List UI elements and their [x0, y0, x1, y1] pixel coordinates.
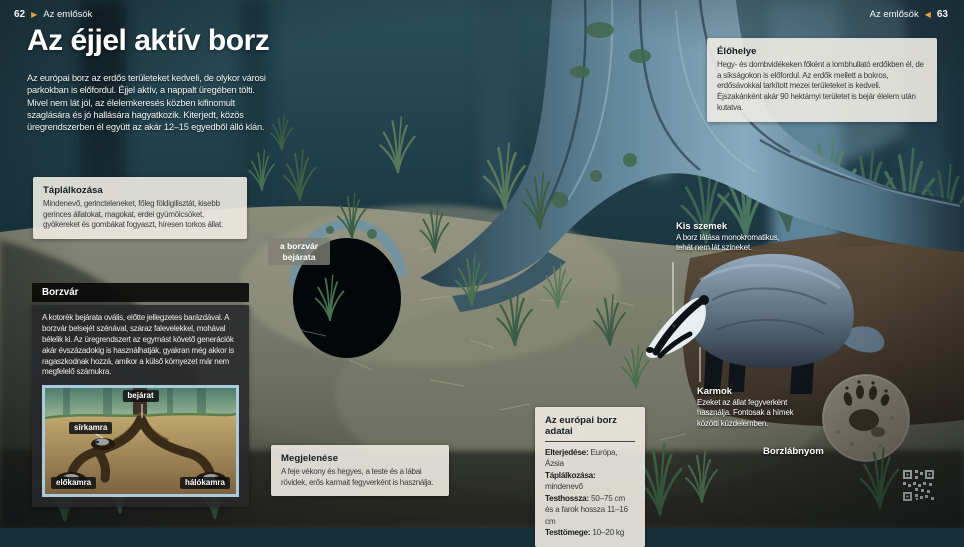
running-head-right	[870, 9, 948, 20]
fact-row-range: Elterjedése: Európa, Ázsia	[545, 448, 618, 469]
appearance-box	[271, 445, 449, 496]
feeding-text: Mindenevő, gerincteleneket, főleg földigilisztát, kisebb gerinces állatokat, magokat, erdei gyümölcsöket, gyökereket és gombákat fogyaszt, híresen torkos állat.	[43, 199, 223, 230]
fact-row-weight: Testtömege: 10–20 kg	[545, 528, 625, 538]
appearance-text: A feje vékony és hegyes, a teste és a lábai rövidek, erős karmait fegyverként is használja.	[281, 467, 434, 487]
divider	[545, 441, 635, 442]
fact-row-length: Testhossza: 50–75 cm és a farok hossza 11–16 cm	[545, 493, 628, 526]
diagram-label-sleepchamber: hálókamra	[180, 477, 230, 489]
eyes-callout-text: A borz látása monokromatikus, tehát nem lát színeket.	[676, 233, 780, 253]
claws-callout-title: Karmok	[697, 385, 732, 396]
arrow-right-icon: ▶	[31, 9, 38, 19]
diagram-label-frontchamber: előkamra	[51, 477, 96, 489]
eyes-callout-title: Kis szemek	[676, 220, 728, 231]
sett-text: A kotorék bejárata ovális, előtte jellegzetes barázdával. A borzvár belsejét szénával, száraz falevelekkel, mohával bélelik ki. Az üregrendszert az egymást követő generációk akár évszázadokig is használhatják, gyakran még akkor is ragaszkodnak hozzá, amikor a külső környezet már nem megfelelő számukra.	[42, 313, 234, 377]
facts-box	[535, 407, 645, 547]
section-label: Az emlősök	[43, 9, 93, 20]
running-head-left	[14, 9, 92, 20]
page-title: Az éjjel aktív borz	[27, 24, 270, 57]
feeding-box	[33, 177, 247, 239]
eyes-callout	[676, 220, 788, 254]
fact-row-diet: Táplálkozása: mindenevő	[545, 470, 596, 492]
pawprint-label: Borzlábnyom	[763, 446, 824, 457]
arrow-left-icon: ◀	[924, 9, 931, 19]
page-number-right: 63	[936, 9, 948, 20]
section-label: Az emlősök	[869, 9, 919, 20]
facts-title: Az európai borz adatai	[545, 415, 617, 437]
burrow-entrance-tag: a borzvár bejárata	[268, 238, 330, 265]
claws-callout-text: Ezeket az állat fegyverként használja. Fontosak a hímek közötti küzdelemben.	[697, 398, 794, 428]
diagram-label-gravechamber: sírkamra	[69, 422, 112, 434]
habitat-text: Hegy- és dombvidékeken főként a lombhullató erdőkben él, de a síkságokon is előfordul. Az erdők mellett a bokros, erdősávokkal tarkított mezei területeket is kedveli. Éjszakánként akár 90 hektárnyi területet is bejár élelem után kutatva.	[717, 60, 924, 112]
sett-title: Borzvár	[32, 283, 249, 302]
diagram-label-entrance: bejárat	[122, 390, 158, 402]
sett-box	[32, 283, 249, 507]
sett-diagram	[42, 385, 239, 497]
appearance-title: Megjelenése	[281, 453, 339, 464]
habitat-box	[707, 38, 937, 122]
feeding-title: Táplálkozása	[43, 185, 103, 196]
claws-callout	[697, 385, 815, 429]
page-number-left: 62	[14, 9, 26, 20]
intro-paragraph: Az európai borz az erdős területeket kedveli, de olykor városi parkokban is előfordul. Éjjel aktív, a nappalt üregében tölti. Mivel nem lát jól, az élelemkeresés közben kifinomult szaglására és jó hallására hagyatkozik. Kiterjedt, közös üregrendszerben él együtt az akár 12–15 egyedből álló klán.	[27, 73, 266, 133]
habitat-title: Élőhelye	[717, 46, 757, 57]
